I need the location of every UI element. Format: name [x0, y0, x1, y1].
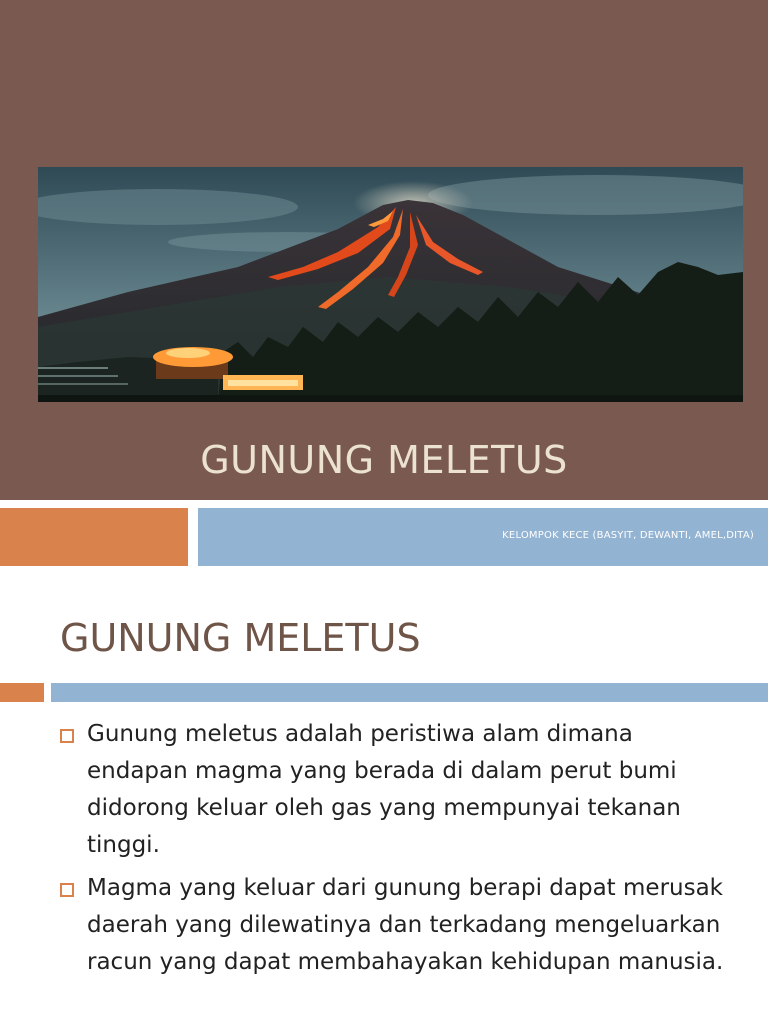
orange-accent-strip	[0, 683, 44, 702]
slide-title: GUNUNG MELETUS	[200, 438, 568, 482]
content-heading: GUNUNG MELETUS	[60, 616, 421, 660]
blue-accent-strip	[51, 683, 768, 702]
square-bullet-icon	[60, 883, 74, 897]
square-bullet-icon	[60, 729, 74, 743]
bullet-text: Magma yang keluar dari gunung berapi dapat merusak daerah yang dilewatinya dan terkadang mengeluarkan racun yang dapat membahayakan kehidupan manusia.	[87, 875, 724, 975]
orange-accent-bar	[0, 508, 188, 566]
content-slide	[0, 568, 768, 1024]
volcano-eruption-photo	[38, 167, 743, 402]
volcano-illustration	[38, 167, 743, 402]
bullet-item	[60, 716, 740, 864]
bullet-list	[60, 716, 740, 987]
bullet-text: Gunung meletus adalah peristiwa alam dimana endapan magma yang berada di dalam perut bumi didorong keluar oleh gas yang mempunyai tekanan tinggi.	[87, 721, 681, 858]
slide-subtitle: KELOMPOK KECE (BASYIT, DEWANTI, AMEL,DITA)	[502, 530, 754, 541]
bullet-item	[60, 870, 740, 981]
